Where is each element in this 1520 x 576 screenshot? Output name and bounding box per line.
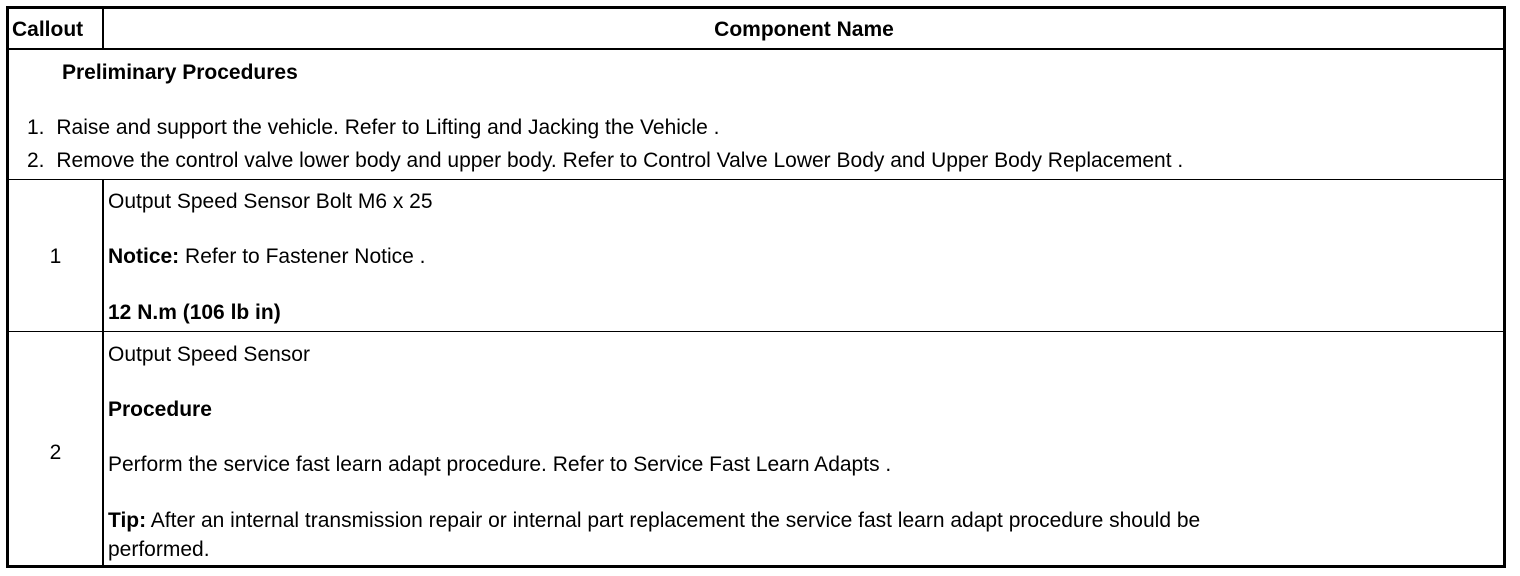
preliminary-title: Preliminary Procedures [62, 61, 298, 84]
control-valve-replacement-link[interactable]: Control Valve Lower Body and Upper Body Replacement [643, 149, 1172, 172]
notice-label: Notice: [108, 245, 180, 268]
step-number: 2. [27, 149, 45, 172]
tip-label: Tip: [108, 509, 147, 532]
step-number: 1. [27, 116, 45, 139]
fastener-notice-link[interactable]: Fastener Notice [265, 245, 414, 268]
step-text: Raise and support the vehicle. Refer to [56, 116, 420, 139]
preliminary-step-1 [27, 116, 719, 140]
header-component-name: Component Name [714, 18, 894, 41]
row-divider [9, 179, 1503, 180]
row-1-torque-spec: 12 N.m (106 lb in) [108, 301, 281, 324]
notice-text: Refer to [185, 245, 260, 268]
row-2-component-name: Output Speed Sensor [108, 343, 310, 366]
row-2-procedure-text [108, 453, 891, 477]
row-1-notice [108, 245, 426, 269]
preliminary-step-2 [27, 149, 1183, 173]
row-2-procedure-label: Procedure [108, 398, 212, 421]
service-fast-learn-adapts-link[interactable]: Service Fast Learn Adapts [633, 453, 880, 476]
lifting-and-jacking-link[interactable]: Lifting and Jacking the Vehicle [425, 116, 708, 139]
step-end: . [713, 116, 720, 139]
procedure-end: . [885, 453, 892, 476]
step-end: . [1177, 149, 1184, 172]
tip-text: After an internal transmission repair or internal part replacement the service fast learn adapt procedure should be [150, 509, 1201, 532]
callout-1: 1 [49, 245, 62, 268]
notice-end: . [419, 245, 426, 268]
component-table [6, 6, 1506, 568]
body-column-divider [102, 179, 104, 565]
row-2-tip [108, 509, 1200, 533]
callout-2: 2 [49, 441, 62, 464]
row-1-component-name: Output Speed Sensor Bolt M6 x 25 [108, 190, 433, 213]
row-2-tip-continued: performed. [108, 538, 210, 561]
step-text: Remove the control valve lower body and upper body. Refer to [56, 149, 638, 172]
header-divider [9, 48, 1503, 50]
row-divider [9, 331, 1503, 332]
procedure-text: Perform the service fast learn adapt procedure. Refer to [108, 453, 628, 476]
header-callout: Callout [12, 18, 84, 41]
